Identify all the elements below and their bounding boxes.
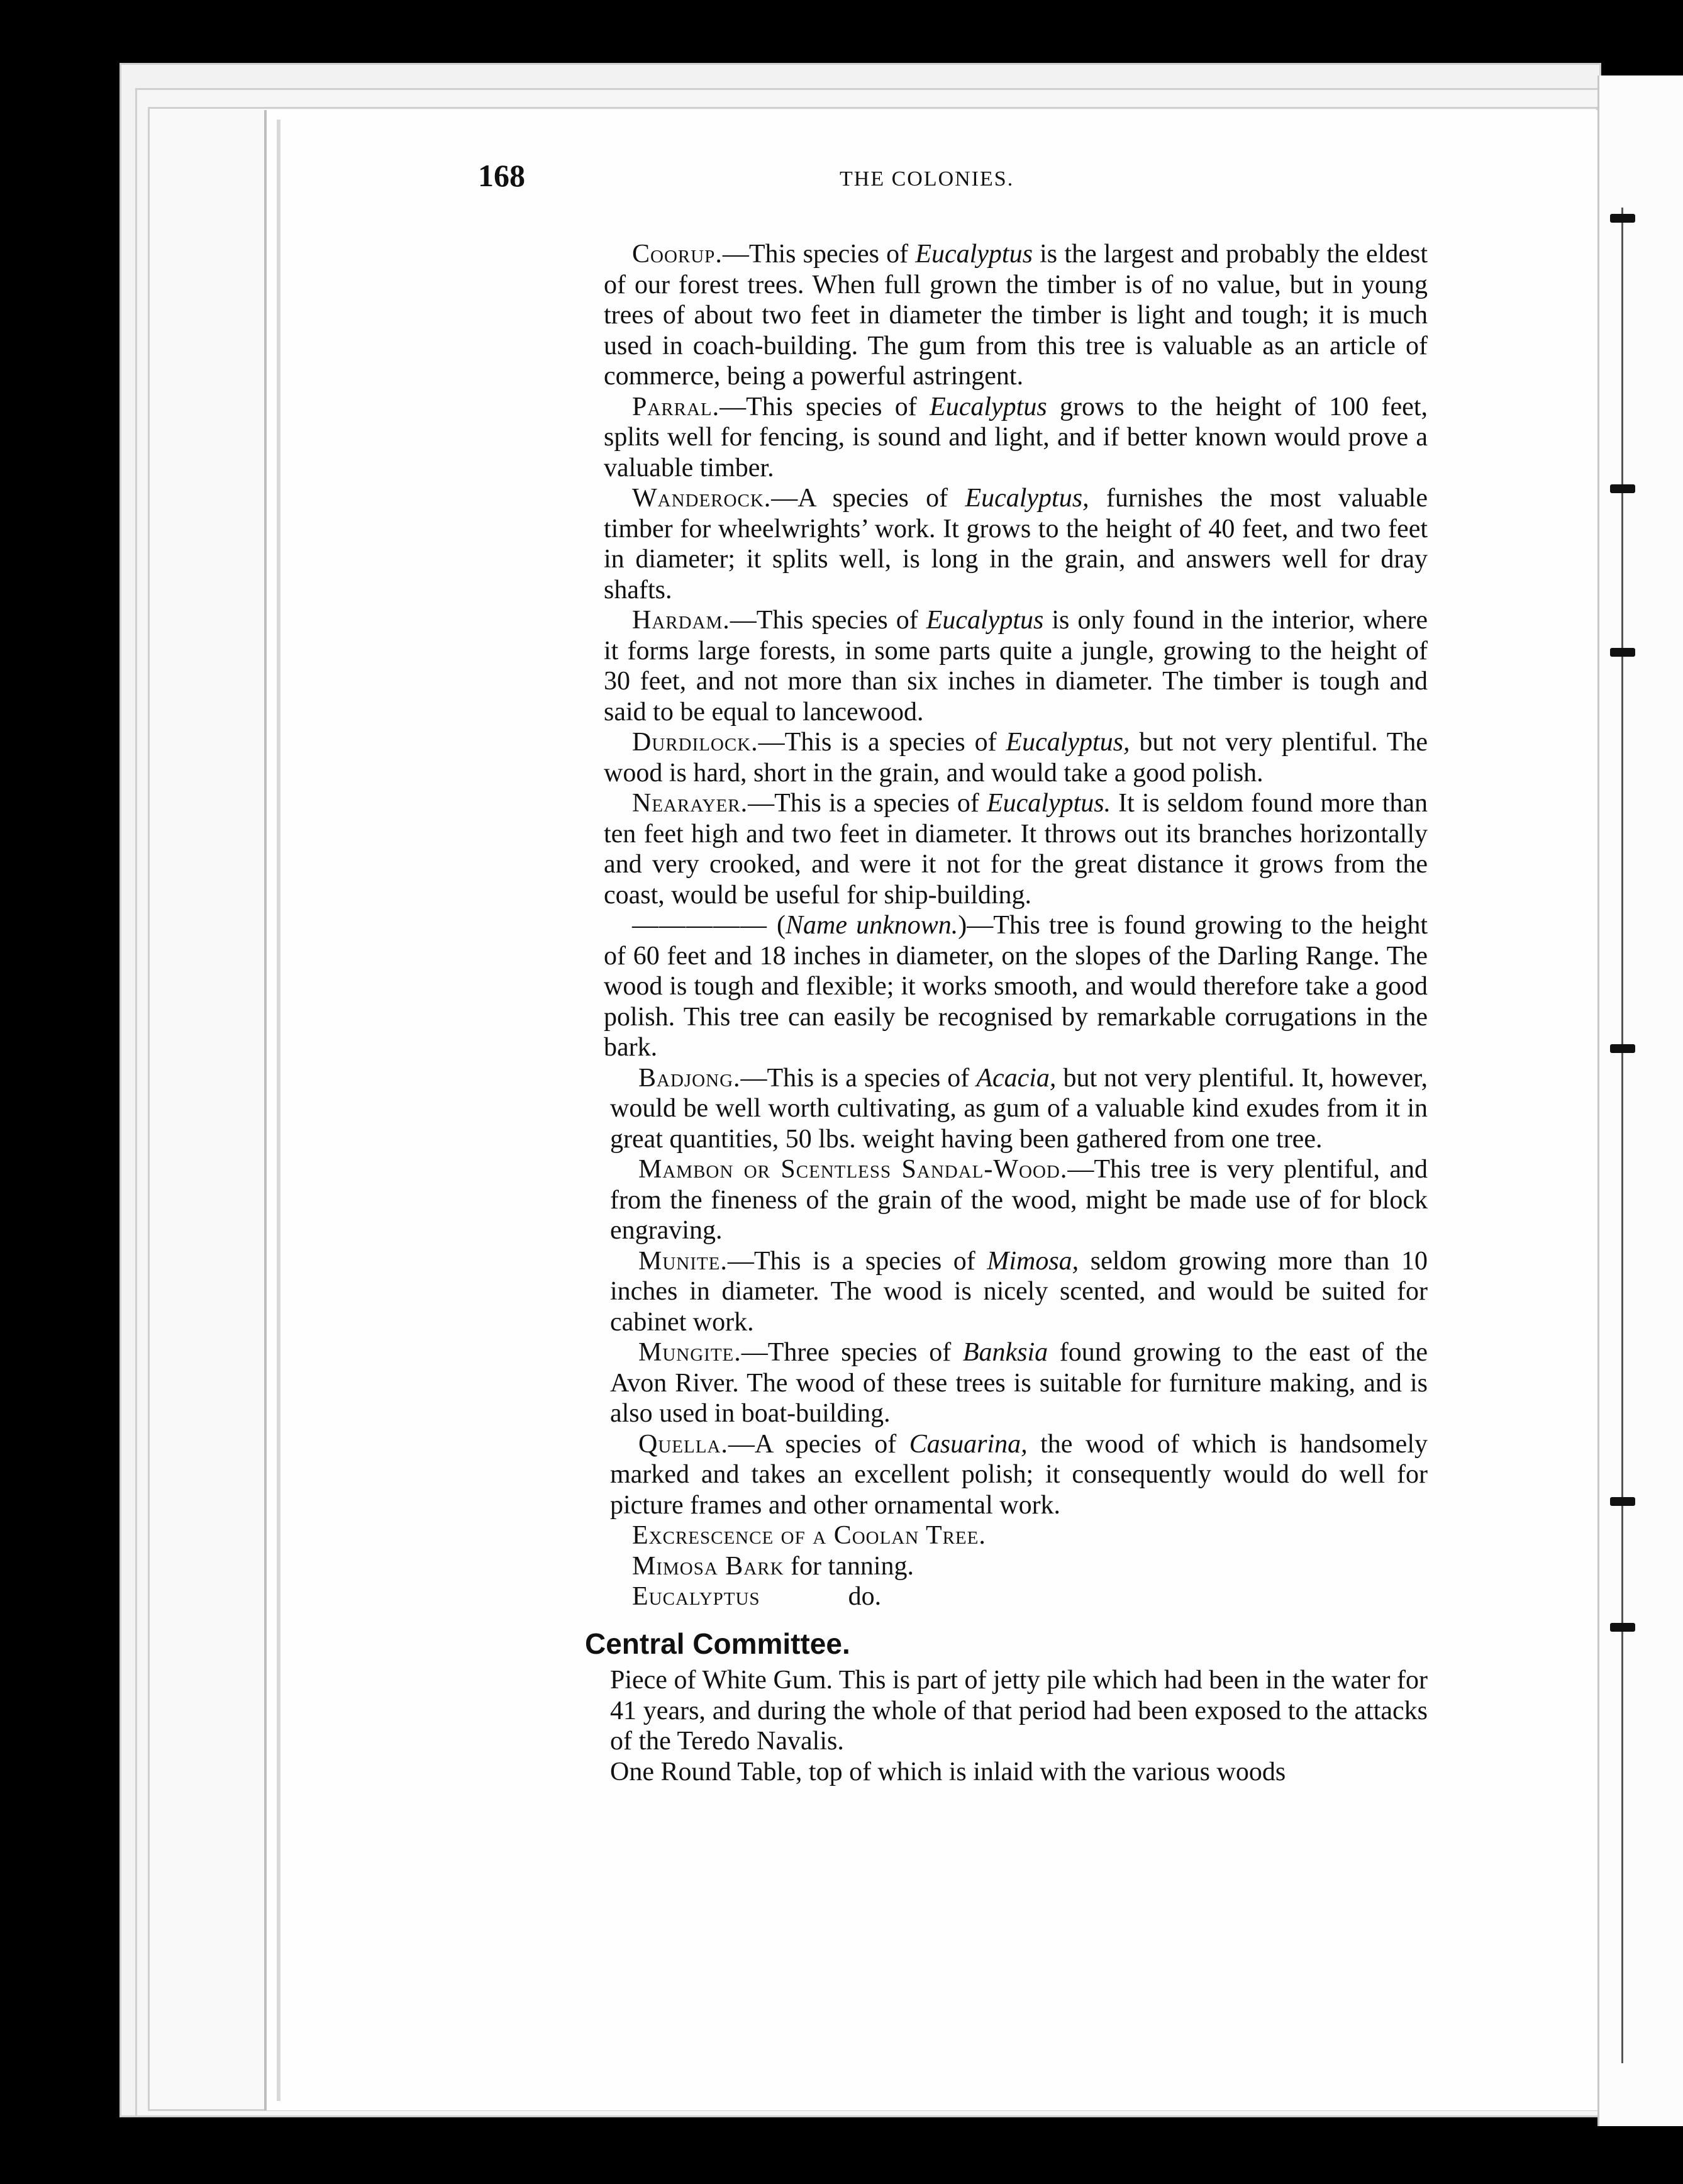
running-head: [472, 160, 1428, 204]
entry-text: —This species of: [730, 606, 926, 635]
species-entry: [604, 605, 1428, 727]
section-paragraph: Piece of White Gum. This is part of jetty pile which had been in the water for 41 years, and during the whole of that period had been exposed to the attacks of the Teredo Navalis.: [610, 1666, 1428, 1756]
species-entry: [610, 1337, 1428, 1429]
entry-text: —This species of: [719, 392, 930, 421]
item-name: Mimosa Bark: [632, 1551, 784, 1581]
entry-text: but not very plentiful. It, however, would be well worth cultivating, as gum of a valuable kind exudes from it in great quantities, 50 lbs. weight having been gathered from one tree.: [610, 1063, 1428, 1154]
binding-stitch: [1610, 214, 1635, 223]
species-entry: [610, 1429, 1428, 1521]
entry-text: —This is a species of: [758, 728, 1006, 757]
short-item: [632, 1551, 1428, 1582]
species-genus: Eucalyptus: [930, 392, 1047, 421]
species-entry: [604, 239, 1428, 392]
short-item: [632, 1581, 1428, 1612]
species-name: Hardam.: [632, 606, 730, 635]
species-entry: [604, 392, 1428, 484]
item-name: Eucalyptus: [632, 1582, 760, 1611]
entry-text: —This is a species of: [740, 1063, 977, 1093]
species-genus: Casuarina,: [909, 1429, 1028, 1459]
entry-text: is the largest and probably the eldest of our forest trees. When full grown the timber is of no value, but in young trees of about two feet in diameter the timber is light and tough; it is much used in coach-building. The gum from this tree is valuable as an article of commerce, being a powerful astringent.: [604, 240, 1428, 391]
species-name: Durdilock.: [632, 728, 758, 757]
species-name: Quella.: [638, 1429, 728, 1459]
species-genus: Banksia: [962, 1338, 1048, 1367]
entry-text: —A species of: [728, 1429, 909, 1459]
species-entry: [610, 1154, 1428, 1246]
entry-text: —A species of: [771, 484, 965, 513]
entry-text: —This is a species of: [748, 789, 987, 818]
binding-stitch: [1610, 1044, 1635, 1053]
species-name: Wanderock.: [632, 484, 772, 513]
species-genus: Eucalyptus: [915, 240, 1033, 269]
running-title: THE COLONIES.: [840, 167, 1014, 191]
section-body: [472, 1665, 1428, 1787]
binding-stitch: [1610, 1497, 1635, 1506]
entry-text: is only found in the interior, where it forms large forests, in some parts quite a jungle, growing to the height of 30 feet, and not more than six inches in diameter. The timber is tough and said to be equal to lancewood.: [604, 606, 1428, 727]
entry-text: —This tree is very plentiful, and from the fineness of the grain of the wood, might be made use of for block engraving.: [610, 1155, 1428, 1245]
entry-text: seldom growing more than 10 inches in diameter. The wood is nicely scented, and would be suited for cabinet work.: [610, 1246, 1428, 1337]
species-name: Mambon or Scentless Sandal-Wood.: [638, 1155, 1068, 1184]
binding-stitch: [1610, 1623, 1635, 1632]
species-genus: Eucalyptus: [926, 606, 1044, 635]
entry-text: —Three species of: [741, 1338, 963, 1367]
entry-text: —This is a species of: [727, 1246, 987, 1276]
species-name: Coorup.: [632, 240, 723, 269]
entry-text: It is seldom found more than ten feet high and two feet in diameter. It throws out its branches horizontally and very crooked, and were it not for the great distance it grows from the coast, would be useful for ship-building.: [604, 789, 1428, 910]
page-content: [472, 160, 1428, 1787]
page-number: 168: [478, 158, 525, 193]
entry-text: )—This tree is found growing to the height of 60 feet and 18 inches in diameter, on the slopes of the Darling Range. The wood is tough and flexible; it works smooth, and would therefore take a good polish. This tree can easily be recognised by remarkable corrugations in the bark.: [604, 911, 1428, 1062]
species-name: Mungite.: [638, 1338, 742, 1367]
entry-text: the wood of which is handsomely marked and takes an excellent polish; it consequently would do well for picture frames and other ornamental work.: [610, 1429, 1428, 1520]
species-name: Munite.: [638, 1246, 728, 1276]
species-genus: Eucalyptus.: [986, 789, 1111, 818]
species-entry: [604, 788, 1428, 910]
species-genus: Eucalyptus,: [965, 484, 1089, 513]
species-genus: Name unknown.: [786, 911, 958, 940]
species-genus: Mimosa,: [987, 1246, 1079, 1276]
short-item: [632, 1520, 1428, 1551]
entry-text: —This species of: [722, 240, 916, 269]
entry-text: grows to the height of 100 feet, splits well for fencing, is sound and light, and if better known would prove a valuable timber.: [604, 392, 1428, 482]
section-paragraph: One Round Table, top of which is inlaid with the various woods: [610, 1757, 1286, 1786]
species-genus: Eucalyptus,: [1006, 728, 1130, 757]
species-entry: [610, 1246, 1428, 1338]
item-name: Excrescence of a Coolan Tree.: [632, 1521, 986, 1550]
species-name: Badjong.: [638, 1063, 741, 1093]
binding-edge: [1597, 75, 1683, 2126]
entry-text: furnishes the most valuable timber for wheelwrights’ work. It grows to the height of 40 feet, and two feet in diameter; it splits well, is long in the grain, and answers well for dray shafts.: [604, 484, 1428, 604]
entry-text: found growing to the east of the Avon River. The wood of these trees is suitable for furniture making, and is also used in boat-building.: [610, 1338, 1428, 1428]
entry-text: but not very plentiful. The wood is hard, short in the grain, and would take a good polish.: [604, 728, 1428, 788]
species-entry: [604, 483, 1428, 605]
entry-list: [472, 239, 1428, 1520]
page-gutter-rule: [277, 120, 280, 2101]
binding-stitch: [1610, 484, 1635, 493]
species-name: —————: [632, 911, 777, 940]
species-name: Nearayer.: [632, 789, 748, 818]
item-note: for tanning.: [784, 1551, 914, 1581]
species-genus: Acacia,: [976, 1063, 1057, 1093]
species-name: Parral.: [632, 392, 720, 421]
section-heading: Central Committee.: [585, 1627, 850, 1660]
entry-text: (: [777, 911, 786, 940]
species-entry: [604, 727, 1428, 788]
short-item-list: [472, 1520, 1428, 1612]
binding-stitch: [1610, 648, 1635, 657]
species-entry: [610, 1063, 1428, 1155]
item-note: do.: [848, 1582, 882, 1611]
species-entry: [604, 910, 1428, 1063]
